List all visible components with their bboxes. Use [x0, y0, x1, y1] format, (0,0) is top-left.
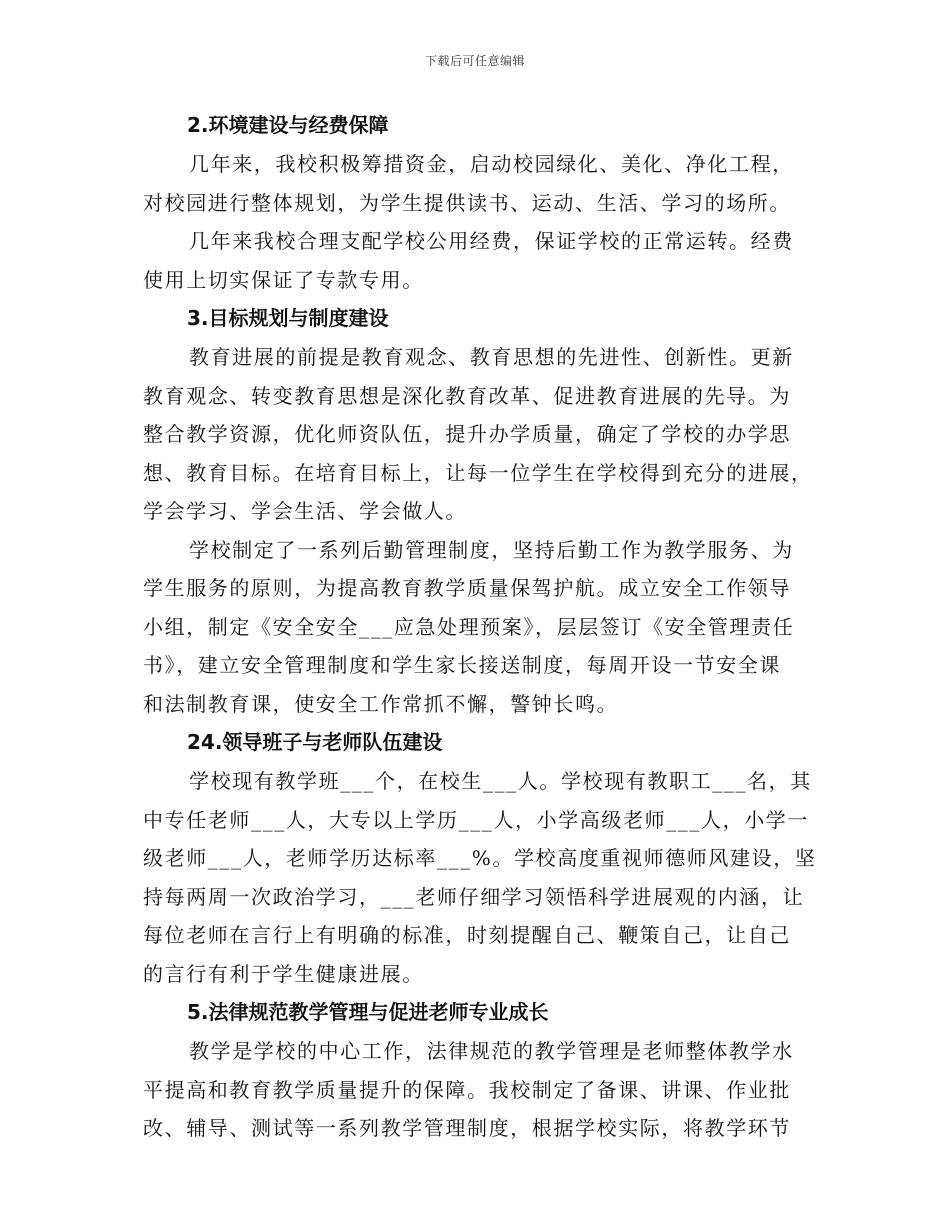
- paragraph: [143, 338, 813, 531]
- section-heading: 2.环境建设与经费保障: [187, 113, 389, 137]
- section-leadership: [143, 723, 817, 993]
- paragraph: [143, 762, 817, 993]
- paragraph-line: 学会学习、学会生活、学会做人。: [143, 499, 467, 523]
- paragraph-line: 持每两周一次政治学习，___老师仔细学习领悟科学进展观的内涵，让: [143, 884, 805, 909]
- paragraph-line: 小组，制定《安全安全___应急处理预案》，层层签订《安全管理责任: [143, 614, 795, 639]
- paragraph: [143, 1032, 813, 1148]
- paragraph-line: 平提高和教育教学质量提升的保障。我校制定了备课、讲课、作业批: [143, 1077, 791, 1102]
- section-heading: 24.领导班子与老师队伍建设: [187, 730, 443, 754]
- section-heading: 3.目标规划与制度建设: [187, 306, 389, 330]
- paragraph: [143, 531, 813, 724]
- paragraph-line: 学生服务的原则，为提高教育教学质量保驾护航。成立安全工作领导: [143, 576, 791, 600]
- paragraph-line: 每位老师在言行上有明确的标准，时刻提醒自己、鞭策自己，让自己: [143, 923, 791, 947]
- paragraph-line: 教育进展的前提是教育观念、教育思想的先进性、创新性。更新: [189, 345, 794, 369]
- section-planning: [143, 299, 813, 723]
- paragraph-line: 中专任老师___人，大专以上学历___人，小学高级老师___人，小学一: [143, 807, 809, 832]
- paragraph-line: 学校现有教学班___个，在校生___人。学校现有教职工___名，其: [189, 769, 812, 793]
- section-heading: 5.法律规范教学管理与促进老师专业成长: [187, 1000, 549, 1024]
- paragraph-line: 教学是学校的中心工作，法律规范的教学管理是老师整体教学水: [189, 1039, 794, 1063]
- paragraph-line: 书》，建立安全管理制度和学生家长接送制度，每周开设一节安全课: [143, 653, 781, 677]
- document-body: [143, 106, 817, 1148]
- paragraph-line: 使用上切实保证了专款专用。: [143, 267, 424, 292]
- paragraph-line: 改、辅导、测试等一系列教学管理制度，根据学校实际，将教学环节: [143, 1116, 791, 1140]
- paragraph: [143, 145, 813, 222]
- paragraph-line: 教育观念、转变教育思想是深化教育改革、促进教育进展的先导。为: [143, 383, 791, 408]
- paragraph-line: 级老师___人，老师学历达标率___%。学校高度重视师德师风建设，坚: [143, 846, 817, 870]
- paragraph-line: 学校制定了一系列后勤管理制度，坚持后勤工作为教学服务、为: [189, 537, 794, 562]
- paragraph-line: 几年来，我校积极筹措资金，启动校园绿化、美化、净化工程，: [189, 152, 794, 176]
- paragraph: [143, 222, 813, 299]
- paragraph-line: 和法制教育课，使安全工作常抓不懈，警钟长鸣。: [143, 691, 619, 716]
- page-header: 下载后可任意编辑: [424, 54, 525, 68]
- paragraph-line: 的言行有利于学生健康进展。: [143, 961, 424, 986]
- paragraph-line: 几年来我校合理支配学校公用经费，保证学校的正常运转。经费: [189, 229, 794, 253]
- paragraph-line: 整合教学资源，优化师资队伍，提升办学质量，确定了学校的办学思: [143, 422, 791, 446]
- paragraph-line: 对校园进行整体规划，为学生提供读书、运动、生活、学习的场所。: [143, 190, 791, 215]
- paragraph-line: 想、教育目标。在培育目标上，让每一位学生在学校得到充分的进展，: [143, 460, 813, 485]
- section-teaching-management: [143, 993, 813, 1148]
- section-environment: [143, 106, 813, 299]
